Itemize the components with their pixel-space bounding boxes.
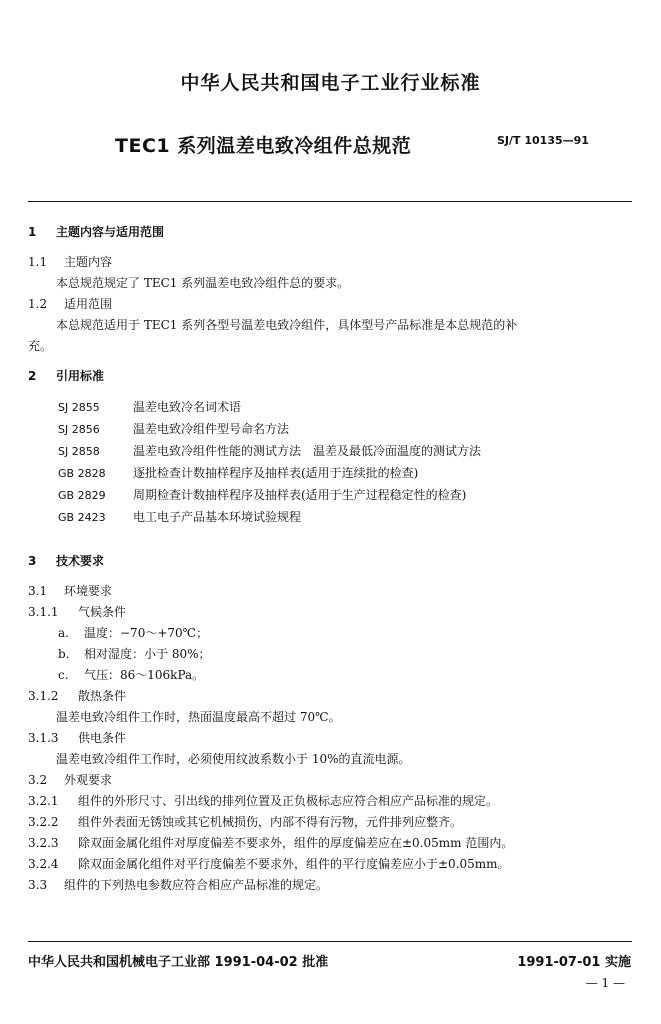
- section-3-2-4: [28, 854, 636, 875]
- section-title: 气候条件: [78, 605, 127, 619]
- section-1-1-heading: [28, 252, 636, 273]
- reference-code: SJ 2856: [58, 423, 100, 436]
- section-number: 3.2.3: [28, 836, 59, 850]
- section-number: 3: [28, 554, 37, 568]
- section-title: 引用标准: [56, 369, 105, 383]
- section-3-2-2: [28, 812, 636, 833]
- reference-title: 逐批检查计数抽样程序及抽样表(适用于连续批的检查): [133, 466, 419, 480]
- section-3-1-2-heading: [28, 686, 636, 707]
- reference-code: GB 2828: [58, 467, 106, 480]
- section-3-1-3-text: 温差电致冷组件工作时，必须使用纹波系数小于 10%的直流电源。: [56, 752, 411, 766]
- reference-item: [28, 396, 636, 418]
- section-number: 3.1.2: [28, 689, 59, 703]
- section-1-2-text-line1: 本总规范适用于 TEC1 系列各型号温差电致冷组件，具体型号产品标准是本总规范的补: [56, 318, 518, 332]
- section-3-2-heading: [28, 770, 636, 791]
- section-1-1-text: 本总规范规定了 TEC1 系列温差电致冷组件总的要求。: [56, 276, 350, 290]
- section-number: 2: [28, 369, 37, 383]
- section-number: 3.1.1: [28, 605, 59, 619]
- header-divider: [28, 201, 632, 202]
- section-number: 3.1.3: [28, 731, 59, 745]
- section-1-2-heading: [28, 294, 636, 315]
- section-2-heading: [28, 366, 636, 387]
- section-text: 除双面金属化组件对厚度偏差不要求外，组件的厚度偏差应在±0.05mm 范围内。: [78, 836, 514, 850]
- section-3-1-heading: [28, 581, 636, 602]
- section-text: 除双面金属化组件对平行度偏差不要求外，组件的平行度偏差应小于±0.05mm。: [78, 857, 510, 871]
- section-number: 3.2.2: [28, 815, 59, 829]
- section-1-heading: [28, 222, 636, 243]
- reference-title: 电工电子产品基本环境试验规程: [133, 510, 302, 524]
- reference-item: [28, 484, 636, 506]
- section-title: 供电条件: [78, 731, 127, 745]
- section-number: 3.2.4: [28, 857, 59, 871]
- reference-item: [28, 462, 636, 484]
- section-3-2-1: [28, 791, 636, 812]
- list-item: [28, 623, 636, 644]
- reference-title: 周期检查计数抽样程序及抽样表(适用于生产过程稳定性的检查): [133, 488, 467, 502]
- list-letter: c.: [58, 668, 69, 682]
- section-3-3: [28, 875, 636, 896]
- section-number: 1.1: [28, 255, 48, 269]
- section-number: 3.1: [28, 584, 48, 598]
- section-title: 技术要求: [56, 554, 105, 568]
- section-text: 组件的下列热电参数应符合相应产品标准的规定。: [64, 878, 329, 892]
- list-item: [28, 644, 636, 665]
- section-3-1-1-heading: [28, 602, 636, 623]
- list-text: 相对湿度：小于 80%；: [84, 647, 211, 661]
- section-number: 1.2: [28, 297, 48, 311]
- section-3-2-3: [28, 833, 636, 854]
- section-title: 主题内容与适用范围: [56, 225, 165, 239]
- reference-item: [28, 418, 636, 440]
- approval-statement: 中华人民共和国机械电子工业部 1991-04-02 批准: [28, 955, 329, 970]
- document-body: [28, 222, 636, 896]
- page-number: — 1 —: [585, 976, 625, 990]
- section-text: 组件外表面无锈蚀或其它机械损伤，内部不得有污物，元件排列应整齐。: [78, 815, 463, 829]
- list-letter: b.: [58, 647, 70, 661]
- list-text: 温度：−70～+70℃；: [84, 626, 209, 640]
- implementation-date: 1991-07-01 实施: [517, 955, 631, 970]
- section-title: 散热条件: [78, 689, 127, 703]
- section-text: 组件的外形尺寸、引出线的排列位置及正负极标志应符合相应产品标准的规定。: [78, 794, 499, 808]
- section-number: 3.2: [28, 773, 48, 787]
- issuing-agency: 中华人民共和国电子工业行业标准: [180, 72, 481, 94]
- footer-divider: [28, 941, 632, 942]
- section-number: 3.3: [28, 878, 48, 892]
- document-title: TEC1 系列温差电致冷组件总规范: [115, 135, 412, 157]
- reference-code: GB 2829: [58, 489, 106, 502]
- reference-title: 温差电致冷名词术语: [133, 400, 242, 414]
- reference-code: SJ 2855: [58, 401, 100, 414]
- section-title: 适用范围: [64, 297, 113, 311]
- list-letter: a.: [58, 626, 69, 640]
- section-title: 主题内容: [64, 255, 113, 269]
- reference-title: 温差电致冷组件型号命名方法: [133, 422, 290, 436]
- section-3-heading: [28, 551, 636, 572]
- section-title: 环境要求: [64, 584, 113, 598]
- section-title: 外观要求: [64, 773, 113, 787]
- section-number: 3.2.1: [28, 794, 59, 808]
- reference-item: [28, 506, 636, 528]
- section-3-1-2-text: 温差电致冷组件工作时，热面温度最高不超过 70℃。: [56, 710, 341, 724]
- section-number: 1: [28, 225, 37, 239]
- reference-title: 温差电致冷组件性能的测试方法 温差及最低冷面温度的测试方法: [133, 444, 482, 458]
- standard-code: SJ/T 10135—91: [497, 134, 589, 147]
- section-1-2-text-line2: 充。: [28, 339, 53, 353]
- list-item: [28, 665, 636, 686]
- reference-item: [28, 440, 636, 462]
- list-text: 气压：86～106kPa。: [84, 668, 205, 682]
- section-3-1-3-heading: [28, 728, 636, 749]
- reference-code: GB 2423: [58, 511, 106, 524]
- reference-code: SJ 2858: [58, 445, 100, 458]
